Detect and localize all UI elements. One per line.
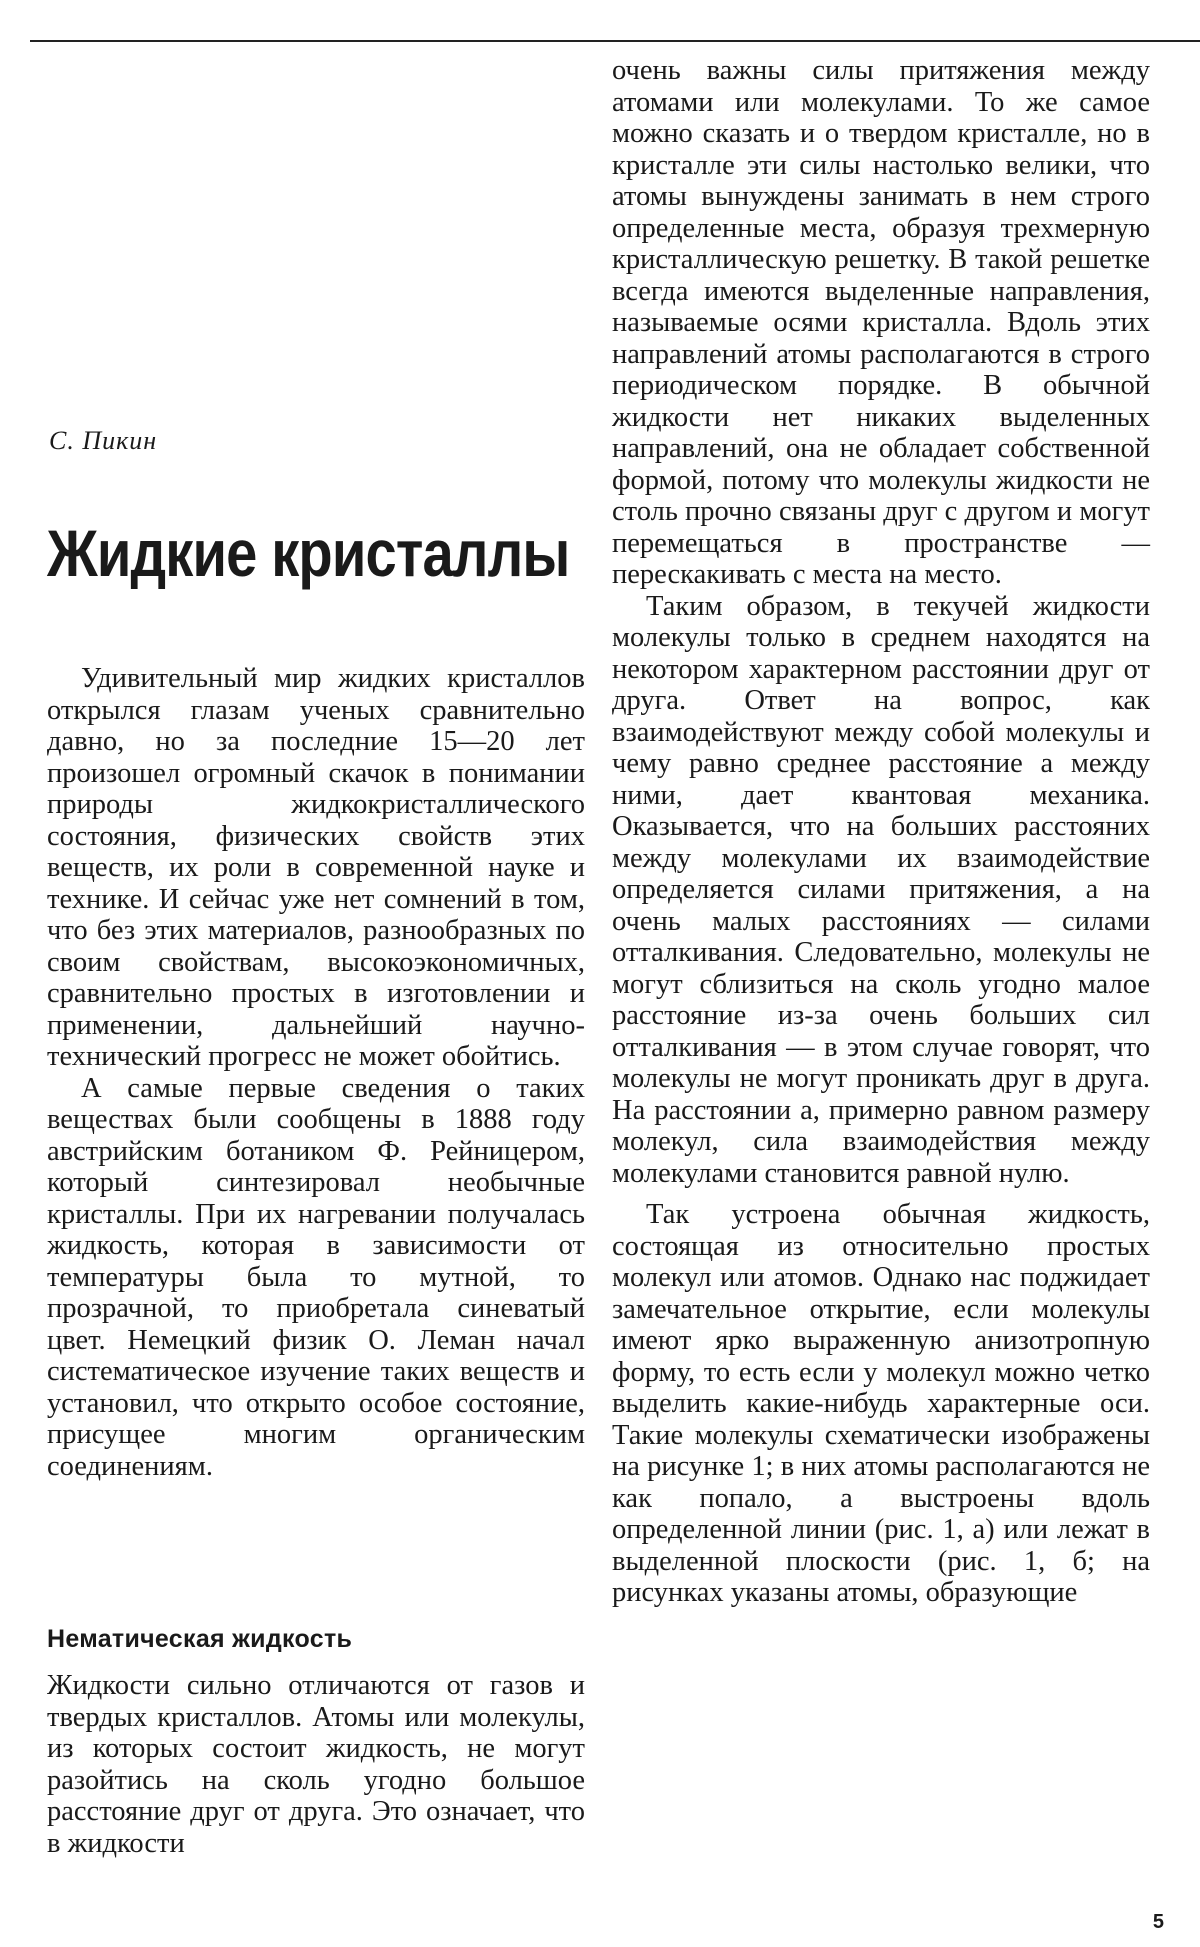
paragraph: Так устроена обычная жидкость, состоящая из относительно простых молекул или атомов. Однако нас поджидает замечательное открытие, если молекулы имеют ярко выраженную анизотропную форму, то есть если у молекул можно четко выделить какие-нибудь характерные оси. Такие молекулы схематически изображены на рисунке 1; в них атомы располагаются не как попало, а выстроены вдоль определенной линии (рис. 1, а) или лежат в выделенной плоскости (рис. 1, б; на рисунках указаны атомы, образующие: [612, 1199, 1150, 1608]
left-intro-text: [47, 663, 585, 1482]
section-heading: Нематическая жидкость: [47, 1625, 353, 1653]
left-section-text: [47, 1670, 585, 1859]
page-number: 5: [1152, 1911, 1164, 1933]
left-column: [47, 0, 585, 1947]
paragraph: очень важны силы притяжения между атомами или молекулами. То же самое можно сказать и о твердом кристалле, но в кристалле эти силы настолько велики, что атомы вынуждены занимать в нем строго определенные места, образуя трехмерную кристаллическую решетку. В такой решетке всегда имеются выделенные направления, называемые осями кристалла. Вдоль этих направлений атомы располагаются в строго периодическом порядке. В обычной жидкости нет никаких выделенных направлений, она не обладает собственной формой, потому что молекулы жидкости не столь прочно связаны друг с другом и могут перемещаться в пространстве — перескакивать с места на место.: [612, 55, 1150, 590]
article-title: Жидкие кристаллы: [47, 516, 570, 590]
paragraph: А самые первые сведения о таких веществах были сообщены в 1888 году австрийским ботаником Ф. Рейницером, который синтезировал необычные кристаллы. При их нагревании получалась жидкость, которая в зависимости от температуры была то мутной, то прозрачной, то приобретала синеватый цвет. Немецкий физик О. Леман начал систематическое изучение таких веществ и установил, что открыто особое состояние, присущее многим органическим соединениям.: [47, 1072, 585, 1482]
paragraph: Жидкости сильно отличаются от газов и твердых кристаллов. Атомы или молекулы, из которых состоит жидкость, не могут разойтись на сколь угодно большое расстояние друг от друга. Это означает, что в жидкости: [47, 1670, 585, 1859]
right-column-text: [612, 55, 1150, 1609]
right-column: [612, 0, 1150, 1947]
author-name: С. Пикин: [49, 426, 158, 455]
paragraph: Удивительный мир жидких кристаллов открылся глазам ученых сравнительно давно, но за последние 15—20 лет произошел огромный скачок в понимании природы жидкокристаллического состояния, физических свойств этих веществ, их роли в современной науке и технике. И сейчас уже нет сомнений в том, что без этих материалов, разнообразных по своим свойствам, высокоэкономичных, сравнительно простых в изготовлении и применении, дальнейший научно-технический прогресс не может обойтись.: [47, 663, 585, 1072]
paragraph: Таким образом, в текучей жидкости молекулы только в среднем находятся на некотором характерном расстоянии друг от друга. Ответ на вопрос, как взаимодействуют между собой молекулы и чему равно среднее расстояние a между ними, дает квантовая механика. Оказывается, что на больших расстояних между молекулами их взаимодействие определяется силами притяжения, а на очень малых расстояниях — силами отталкивания. Следовательно, молекулы не могут сблизиться на сколь угодно малое расстояние из-за очень больших сил отталкивания — в этом случае говорят, что молекулы не могут проникать друг в друга. На расстоянии a, примерно равном размеру молекул, сила взаимодействия между молекулами становится равной нулю.: [612, 590, 1150, 1189]
